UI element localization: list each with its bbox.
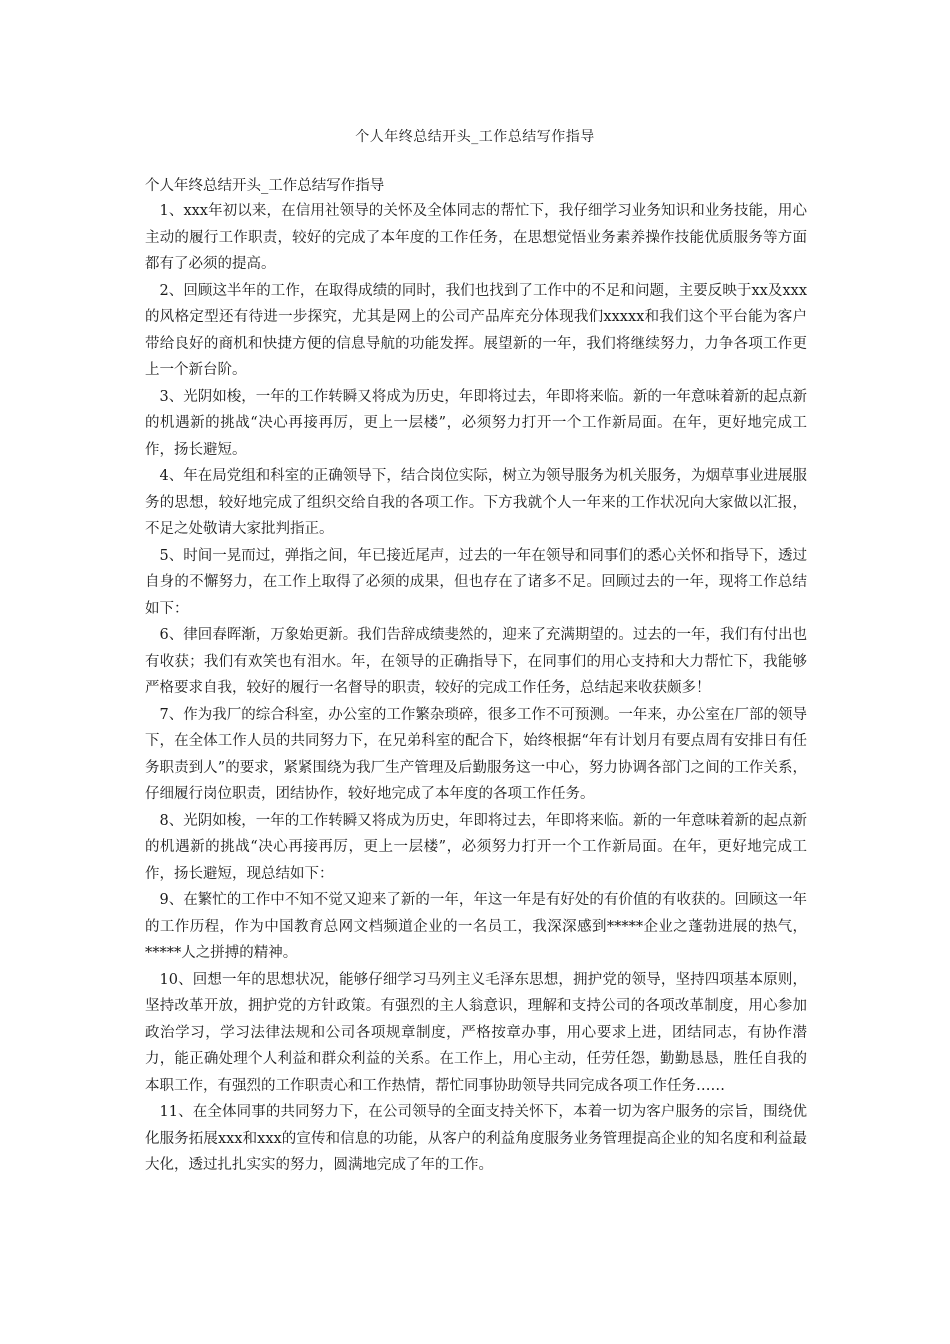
- document-body: [145, 174, 807, 1179]
- paragraph-3: 3、光阴如梭，一年的工作转瞬又将成为历史，年即将过去，年即将来临。新的一年意味着新的起点新的机遇新的挑战“决心再接再厉，更上一层楼”，必须努力打开一个工作新局面。在年，更好地完成工作，扬长避短。: [145, 388, 807, 458]
- paragraph-4: 4、年在局党组和科室的正确领导下，结合岗位实际，树立为领导服务为机关服务，为烟草事业进展服务的思想，较好地完成了组织交给自我的各项工作。下方我就个人一年来的工作状况向大家做以汇报，不足之处敬请大家批判指正。: [145, 468, 807, 537]
- paragraph-6: 6、律回春晖渐，万象始更新。我们告辞成绩斐然的，迎来了充满期望的。过去的一年，我们有付出也有收获；我们有欢笑也有泪水。年，在领导的正确指导下，在同事们的用心支持和大力帮忙下，我能够严格要求自我，较好的履行一名督导的职责，较好的完成工作任务，总结起来收获颇多！: [145, 627, 807, 696]
- paragraph-5: 5、时间一晃而过，弹指之间，年已接近尾声，过去的一年在领导和同事们的悉心关怀和指导下，透过自身的不懈努力，在工作上取得了必须的成果，但也存在了诸多不足。回顾过去的一年，现将工作总结如下：: [145, 547, 807, 617]
- document-title: 个人年终总结开头_工作总结写作指导: [355, 129, 595, 145]
- paragraph-8: 8、光阴如梭，一年的工作转瞬又将成为历史，年即将过去，年即将来临。新的一年意味着新的起点新的机遇新的挑战“决心再接再厉，更上一层楼”，必须努力打开一个工作新局面。在年，更好地完成工作，扬长避短，现总结如下：: [145, 812, 807, 882]
- paragraph-11: 11、在全体同事的共同努力下，在公司领导的全面支持关怀下，本着一切为客户服务的宗旨，围绕优化服务拓展xxx和xxx的宣传和信息的功能，从客户的利益角度服务业务管理提高企业的知名度和利益最大化，透过扎扎实实的努力，圆满地完成了年的工作。: [145, 1104, 807, 1173]
- paragraph-9: 9、在繁忙的工作中不知不觉又迎来了新的一年，年这一年是有好处的有价值的有收获的。回顾这一年的工作历程，作为中国教育总网文档频道企业的一名员工，我深深感到*****企业之蓬勃进展的热气，*****人之拼搏的精神。: [145, 892, 807, 961]
- paragraph-7: 7、作为我厂的综合科室，办公室的工作繁杂琐碎，很多工作不可预测。一年来，办公室在厂部的领导下，在全体工作人员的共同努力下，在兄弟科室的配合下，始终根据“年有计划月有要点周有安排日有任务职责到人”的要求，紧紧围绕为我厂生产管理及后勤服务这一中心，努力协调各部门之间的工作关系，仔细履行岗位职责，团结协作，较好地完成了本年度的各项工作任务。: [145, 706, 807, 802]
- paragraph-10: 10、回想一年的思想状况，能够仔细学习马列主义毛泽东思想，拥护党的领导，坚持四项基本原则，坚持改革开放，拥护党的方针政策。有强烈的主人翁意识，理解和支持公司的各项改革制度，用心参加政治学习，学习法律法规和公司各项规章制度，严格按章办事，用心要求上进，团结同志，有协作潜力，能正确处理个人利益和群众利益的关系。在工作上，用心主动，任劳任怨，勤勤恳恳，胜任自我的本职工作，有强烈的工作职责心和工作热情，帮忙同事协助领导共同完成各项工作任务……: [145, 971, 807, 1094]
- paragraph-1: 1、xxx年初以来，在信用社领导的关怀及全体同志的帮忙下，我仔细学习业务知识和业务技能，用心主动的履行工作职责，较好的完成了本年度的工作任务，在思想觉悟业务素养操作技能优质服务等方面都有了必须的提高。: [145, 203, 807, 272]
- document-subtitle: 个人年终总结开头_工作总结写作指导: [145, 178, 385, 194]
- paragraph-2: 2、回顾这半年的工作，在取得成绩的同时，我们也找到了工作中的不足和问题，主要反映于xx及xxx的风格定型还有待进一步探究，尤其是网上的公司产品库充分体现我们xxxxx和我们这个平台能为客户带给良好的商机和快捷方便的信息导航的功能发挥。展望新的一年，我们将继续努力，力争各项工作更上一个新台阶。: [145, 282, 807, 378]
